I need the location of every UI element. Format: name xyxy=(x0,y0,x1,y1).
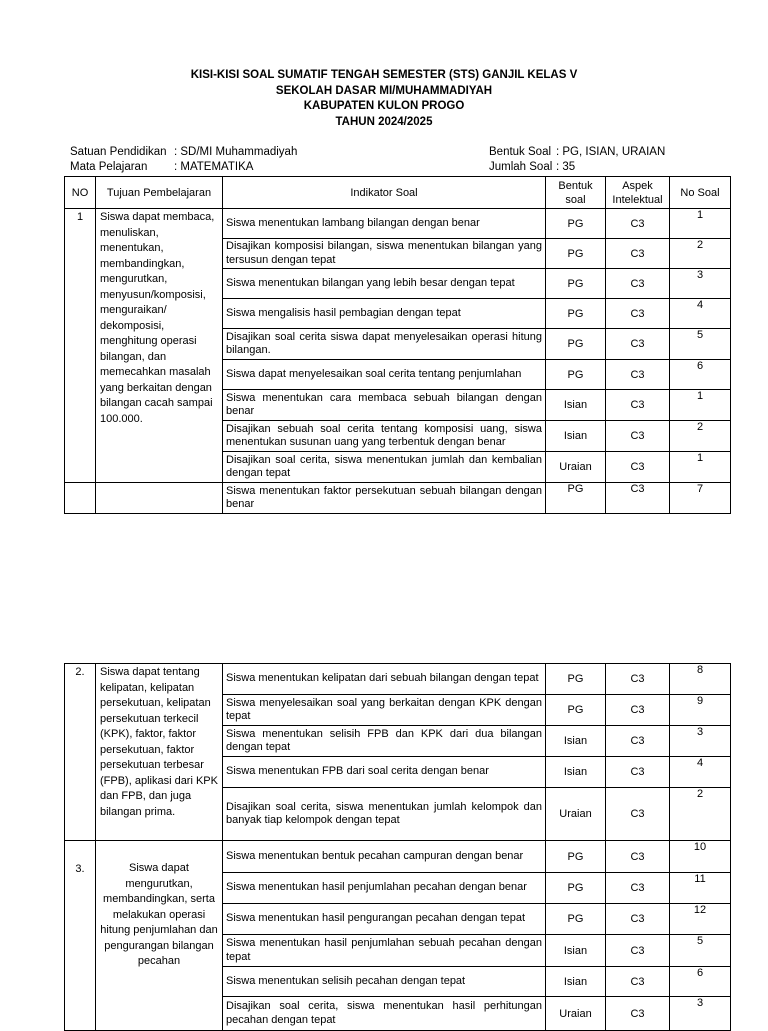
empty-cell xyxy=(65,483,96,514)
info-right xyxy=(489,145,665,175)
indikator-soal: Disajikan sebuah soal cerita tentang komposisi uang, siswa menentukan susunan uang yang terbentuk dengan benar xyxy=(223,421,546,452)
empty-cell xyxy=(96,483,223,514)
header-nosoal: No Soal xyxy=(670,177,731,209)
title-line: KABUPATEN KULON PROGO xyxy=(303,100,465,113)
bentuk-value: : PG, ISIAN, URAIAN xyxy=(556,146,666,158)
aspek-intelektual: C3 xyxy=(606,997,670,1031)
aspek-intelektual: C3 xyxy=(606,788,670,841)
nomor-soal: 8 xyxy=(670,664,731,695)
nomor-soal: 2 xyxy=(670,239,731,269)
table-header-row xyxy=(65,177,731,209)
aspek-intelektual: C3 xyxy=(606,841,670,873)
title-line: TAHUN 2024/2025 xyxy=(335,115,433,128)
bentuk-soal: PG xyxy=(546,360,606,390)
aspek-intelektual: C3 xyxy=(606,299,670,329)
indikator-soal: Siswa menentukan bilangan yang lebih besar dengan tepat xyxy=(223,269,546,299)
row-number: 1 xyxy=(65,209,96,483)
bentuk-soal: PG xyxy=(546,695,606,726)
title-line: SEKOLAH DASAR MI/MUHAMMADIYAH xyxy=(275,84,493,97)
bentuk-soal: PG xyxy=(546,483,606,514)
row-number: 3. xyxy=(65,841,96,1031)
bentuk-soal: PG xyxy=(546,209,606,239)
nomor-soal: 6 xyxy=(670,360,731,390)
kisi-table-2 xyxy=(64,663,731,1031)
satuan-label: Satuan Pendidikan xyxy=(70,146,167,158)
indikator-soal: Disajikan komposisi bilangan, siswa menentukan bilangan yang tersusun dengan tepat xyxy=(223,239,546,269)
table-row xyxy=(65,209,731,239)
mapel-value: : MATEMATIKA xyxy=(174,161,254,173)
nomor-soal: 9 xyxy=(670,695,731,726)
bentuk-soal: Isian xyxy=(546,935,606,967)
indikator-soal: Siswa menentukan FPB dari soal cerita dengan benar xyxy=(223,757,546,788)
aspek-intelektual: C3 xyxy=(606,726,670,757)
nomor-soal: 1 xyxy=(670,390,731,421)
aspek-intelektual: C3 xyxy=(606,209,670,239)
table-row xyxy=(65,483,731,514)
aspek-intelektual: C3 xyxy=(606,452,670,483)
nomor-soal: 4 xyxy=(670,757,731,788)
row-number: 2. xyxy=(65,664,96,841)
header-bentuk: Bentuk soal xyxy=(546,177,606,209)
aspek-intelektual: C3 xyxy=(606,873,670,904)
indikator-soal: Siswa menentukan bentuk pecahan campuran dengan benar xyxy=(223,841,546,873)
satuan-value: : SD/MI Muhammadiyah xyxy=(174,146,298,158)
aspek-intelektual: C3 xyxy=(606,664,670,695)
kisi-table-1 xyxy=(64,176,731,514)
aspek-intelektual: C3 xyxy=(606,695,670,726)
bentuk-soal: PG xyxy=(546,841,606,873)
bentuk-soal: Isian xyxy=(546,726,606,757)
bentuk-soal: PG xyxy=(546,299,606,329)
nomor-soal: 5 xyxy=(670,935,731,967)
nomor-soal: 2 xyxy=(670,421,731,452)
aspek-intelektual: C3 xyxy=(606,269,670,299)
bentuk-label: Bentuk Soal xyxy=(489,146,552,158)
aspek-intelektual: C3 xyxy=(606,390,670,421)
bentuk-soal: PG xyxy=(546,329,606,360)
indikator-soal: Disajikan soal cerita, siswa menentukan jumlah dan kembalian dengan tepat xyxy=(223,452,546,483)
aspek-intelektual: C3 xyxy=(606,904,670,935)
bentuk-soal: Uraian xyxy=(546,997,606,1031)
aspek-intelektual: C3 xyxy=(606,483,670,514)
info-left xyxy=(70,145,297,175)
aspek-intelektual: C3 xyxy=(606,421,670,452)
indikator-soal: Siswa menentukan faktor persekutuan sebuah bilangan dengan benar xyxy=(223,483,546,514)
bentuk-soal: PG xyxy=(546,239,606,269)
nomor-soal: 2 xyxy=(670,788,731,841)
nomor-soal: 3 xyxy=(670,726,731,757)
bentuk-soal: Uraian xyxy=(546,452,606,483)
indikator-soal: Siswa menentukan selisih pecahan dengan tepat xyxy=(223,967,546,997)
indikator-soal: Siswa menyelesaikan soal yang berkaitan dengan KPK dengan tepat xyxy=(223,695,546,726)
bentuk-soal: Isian xyxy=(546,967,606,997)
table-row xyxy=(65,841,731,873)
header-aspek: Aspek Intelektual xyxy=(606,177,670,209)
nomor-soal: 4 xyxy=(670,299,731,329)
nomor-soal: 7 xyxy=(670,483,731,514)
title-line: KISI-KISI SOAL SUMATIF TENGAH SEMESTER (STS) GANJIL KELAS V xyxy=(190,69,578,81)
bentuk-soal: Isian xyxy=(546,757,606,788)
nomor-soal: 11 xyxy=(670,873,731,904)
header-indikator: Indikator Soal xyxy=(223,177,546,209)
indikator-soal: Disajikan soal cerita, siswa menentukan hasil perhitungan pecahan dengan tepat xyxy=(223,997,546,1031)
bentuk-soal: Isian xyxy=(546,421,606,452)
table-row xyxy=(65,664,731,695)
bentuk-soal: PG xyxy=(546,873,606,904)
nomor-soal: 3 xyxy=(670,997,731,1031)
bentuk-soal: PG xyxy=(546,664,606,695)
indikator-soal: Siswa menentukan hasil penjumlahan pecahan dengan benar xyxy=(223,873,546,904)
aspek-intelektual: C3 xyxy=(606,757,670,788)
nomor-soal: 10 xyxy=(670,841,731,873)
nomor-soal: 3 xyxy=(670,269,731,299)
tujuan-pembelajaran: Siswa dapat mengurutkan, membandingkan, serta melakukan operasi hitung penjumlahan dan pengurangan bilangan pecahan xyxy=(96,841,223,1031)
bentuk-soal: Isian xyxy=(546,390,606,421)
aspek-intelektual: C3 xyxy=(606,967,670,997)
indikator-soal: Siswa mengalisis hasil pembagian dengan tepat xyxy=(223,299,546,329)
indikator-soal: Disajikan soal cerita, siswa menentukan jumlah kelompok dan banyak tiap kelompok dengan tepat xyxy=(223,788,546,841)
indikator-soal: Siswa menentukan hasil pengurangan pecahan dengan tepat xyxy=(223,904,546,935)
nomor-soal: 1 xyxy=(670,452,731,483)
indikator-soal: Siswa menentukan selisih FPB dan KPK dari dua bilangan dengan tepat xyxy=(223,726,546,757)
aspek-intelektual: C3 xyxy=(606,239,670,269)
indikator-soal: Siswa menentukan cara membaca sebuah bilangan dengan benar xyxy=(223,390,546,421)
aspek-intelektual: C3 xyxy=(606,329,670,360)
indikator-soal: Disajikan soal cerita siswa dapat menyelesaikan operasi hitung bilangan. xyxy=(223,329,546,360)
aspek-intelektual: C3 xyxy=(606,935,670,967)
nomor-soal: 5 xyxy=(670,329,731,360)
document-title xyxy=(0,68,768,130)
nomor-soal: 12 xyxy=(670,904,731,935)
mapel-label: Mata Pelajaran xyxy=(70,161,148,173)
nomor-soal: 1 xyxy=(670,209,731,239)
bentuk-soal: Uraian xyxy=(546,788,606,841)
header-no: NO xyxy=(65,177,96,209)
bentuk-soal: PG xyxy=(546,269,606,299)
bentuk-soal: PG xyxy=(546,904,606,935)
header-tujuan: Tujuan Pembelajaran xyxy=(96,177,223,209)
aspek-intelektual: C3 xyxy=(606,360,670,390)
jumlah-label: Jumlah Soal xyxy=(489,161,553,173)
jumlah-value: : 35 xyxy=(556,161,576,173)
indikator-soal: Siswa menentukan kelipatan dari sebuah bilangan dengan tepat xyxy=(223,664,546,695)
indikator-soal: Siswa menentukan lambang bilangan dengan benar xyxy=(223,209,546,239)
nomor-soal: 6 xyxy=(670,967,731,997)
tujuan-pembelajaran: Siswa dapat tentang kelipatan, kelipatan persekutuan, kelipatan persekutuan terkecil (KPK), faktor, faktor persekutuan, faktor persekutuan terbesar (FPB), aplikasi dari KPK dan FPB, dan juga bilangan prima. xyxy=(96,664,223,841)
indikator-soal: Siswa menentukan hasil penjumlahan sebuah pecahan dengan tepat xyxy=(223,935,546,967)
indikator-soal: Siswa dapat menyelesaikan soal cerita tentang penjumlahan xyxy=(223,360,546,390)
tujuan-pembelajaran: Siswa dapat membaca, menuliskan, menentukan, membandingkan, mengurutkan, menyusun/komposisi, menguraikan/ dekomposisi, menghitung operasi bilangan, dan memecahkan masalah yang berkaitan dengan bilangan cacah sampai 100.000. xyxy=(96,209,223,483)
